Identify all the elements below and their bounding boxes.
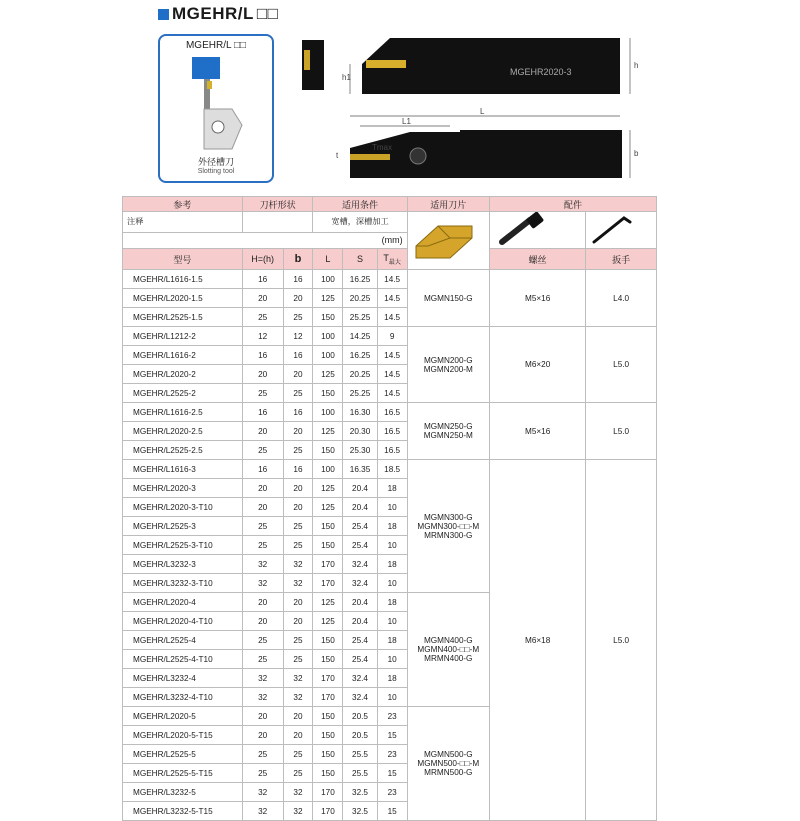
card-caption-cn: 外径槽刀 (197, 157, 234, 167)
hdr-conditions: 适用条件 (313, 197, 407, 212)
model-cell: MGEHR/L2020-4 (123, 593, 243, 612)
value-cell: 18 (377, 517, 407, 536)
model-cell: MGEHR/L2525-3-T10 (123, 536, 243, 555)
value-cell: 20 (242, 479, 283, 498)
wrench-cell: L5.0 (586, 403, 657, 460)
value-cell: 14.5 (377, 289, 407, 308)
value-cell: 32.5 (343, 802, 377, 821)
value-cell: 20 (283, 422, 313, 441)
value-cell: 25 (283, 384, 313, 403)
value-cell: 14.5 (377, 346, 407, 365)
hdr-insert: 适用刀片 (407, 197, 489, 212)
screw-icon (490, 212, 550, 248)
value-cell: 16 (242, 270, 283, 289)
wrench-cell: L5.0 (586, 460, 657, 821)
insert-code: MGMN200-G (423, 355, 473, 365)
value-cell: 32 (242, 783, 283, 802)
insert-group-cell (407, 403, 489, 460)
value-cell: 125 (313, 422, 343, 441)
screw-cell: M5×16 (489, 270, 585, 327)
value-cell: 125 (313, 498, 343, 517)
value-cell: 20.5 (343, 707, 377, 726)
value-cell: 32.4 (343, 688, 377, 707)
title-main: MGEHR/L (172, 4, 254, 23)
value-cell: 20.5 (343, 726, 377, 745)
value-cell: 25 (283, 745, 313, 764)
tool-card (158, 34, 274, 183)
value-cell: 16.30 (343, 403, 377, 422)
value-cell: 150 (313, 308, 343, 327)
card-caption (160, 157, 272, 177)
value-cell: 150 (313, 707, 343, 726)
value-cell: 25.5 (343, 745, 377, 764)
insert-group-cell (407, 593, 489, 707)
insert-code: MGMN250-M (423, 431, 473, 440)
value-cell: 16 (283, 403, 313, 422)
insert-group-cell (407, 707, 489, 821)
insert-code: MGMN500-G (423, 750, 473, 759)
value-cell: 25 (283, 631, 313, 650)
value-cell: 10 (377, 574, 407, 593)
insert-code: MGMN200-M (423, 364, 473, 374)
insert-group-cell (407, 327, 489, 403)
value-cell: 125 (313, 289, 343, 308)
value-cell: 16.35 (343, 460, 377, 479)
insert-group-cell (407, 460, 489, 593)
col-wrench: 扳手 (586, 249, 657, 270)
model-cell: MGEHR/L2525-2.5 (123, 441, 243, 460)
value-cell: 25 (283, 764, 313, 783)
value-cell: 14.5 (377, 270, 407, 289)
value-cell: 10 (377, 498, 407, 517)
value-cell: 20 (283, 707, 313, 726)
screw-cell: M6×20 (489, 327, 585, 403)
value-cell: 32.5 (343, 783, 377, 802)
value-cell: 16 (283, 460, 313, 479)
value-cell: 12 (283, 327, 313, 346)
value-cell: 32 (283, 555, 313, 574)
value-cell: 14.5 (377, 365, 407, 384)
col-L: L (313, 249, 343, 270)
value-cell: 14.5 (377, 384, 407, 403)
value-cell: 18 (377, 669, 407, 688)
value-cell: 20.4 (343, 612, 377, 631)
table-row (123, 327, 657, 346)
value-cell: 170 (313, 802, 343, 821)
value-cell: 170 (313, 688, 343, 707)
value-cell: 20.4 (343, 479, 377, 498)
value-cell: 150 (313, 726, 343, 745)
model-cell: MGEHR/L1616-2.5 (123, 403, 243, 422)
value-cell: 32 (283, 574, 313, 593)
value-cell: 10 (377, 536, 407, 555)
value-cell: 170 (313, 555, 343, 574)
value-cell: 25 (242, 517, 283, 536)
value-cell: 10 (377, 650, 407, 669)
insert-code: MGMN500-□□-M (417, 759, 480, 768)
model-cell: MGEHR/L3232-5 (123, 783, 243, 802)
value-cell: 14.25 (343, 327, 377, 346)
insert-code: MRMN400-G (424, 654, 473, 663)
value-cell: 15 (377, 726, 407, 745)
hex-wrench-icon (586, 212, 636, 248)
model-cell: MGEHR/L2525-2 (123, 384, 243, 403)
value-cell: 16 (242, 403, 283, 422)
value-cell: 170 (313, 669, 343, 688)
value-cell: 170 (313, 783, 343, 802)
value-cell: 20 (242, 365, 283, 384)
model-cell: MGEHR/L1616-2 (123, 346, 243, 365)
screw-cell: M6×18 (489, 460, 585, 821)
value-cell: 25 (242, 308, 283, 327)
wrench-cell: L5.0 (586, 327, 657, 403)
model-cell: MGEHR/L2525-4 (123, 631, 243, 650)
model-cell: MGEHR/L2020-3-T10 (123, 498, 243, 517)
value-cell: 20.4 (343, 498, 377, 517)
value-cell: 18.5 (377, 460, 407, 479)
dim-L: L (480, 107, 485, 116)
dim-h: h (634, 61, 639, 70)
value-cell: 25.30 (343, 441, 377, 460)
value-cell: 170 (313, 574, 343, 593)
model-cell: MGEHR/L2525-1.5 (123, 308, 243, 327)
insert-code: MRMN300-G (424, 530, 473, 540)
col-T (377, 249, 407, 270)
value-cell: 32 (242, 574, 283, 593)
value-cell: 20.30 (343, 422, 377, 441)
value-cell: 25.25 (343, 308, 377, 327)
value-cell: 100 (313, 403, 343, 422)
value-cell: 25 (283, 650, 313, 669)
value-cell: 20 (242, 593, 283, 612)
value-cell: 20 (283, 479, 313, 498)
value-cell: 25.25 (343, 384, 377, 403)
value-cell: 23 (377, 707, 407, 726)
value-cell: 32 (242, 555, 283, 574)
value-cell: 25 (242, 536, 283, 555)
value-cell: 100 (313, 460, 343, 479)
hdr-ref: 参考 (123, 197, 243, 212)
note-label: 注释 (123, 212, 243, 233)
value-cell: 20.25 (343, 289, 377, 308)
note-row (123, 212, 657, 233)
value-cell: 14.5 (377, 308, 407, 327)
card-caption-en: Slotting tool (197, 168, 235, 175)
value-cell: 20 (242, 726, 283, 745)
hdr-shape: 刀杆形状 (242, 197, 313, 212)
value-cell: 25 (242, 441, 283, 460)
value-cell: 20 (283, 365, 313, 384)
value-cell: 16.25 (343, 346, 377, 365)
value-cell: 32 (283, 669, 313, 688)
card-title: MGEHR/L □□ (185, 40, 247, 51)
dim-h1: h1 (342, 73, 351, 82)
model-cell: MGEHR/L1616-3 (123, 460, 243, 479)
model-cell: MGEHR/L2525-3 (123, 517, 243, 536)
value-cell: 150 (313, 441, 343, 460)
value-cell: 25 (242, 764, 283, 783)
value-cell: 20 (242, 707, 283, 726)
value-cell: 16 (242, 346, 283, 365)
value-cell: 16.25 (343, 270, 377, 289)
col-model: 型号 (123, 249, 243, 270)
value-cell: 150 (313, 650, 343, 669)
value-cell: 100 (313, 346, 343, 365)
value-cell: 20 (283, 498, 313, 517)
slotting-tool-illustration (160, 51, 272, 151)
insert-code: MGMN250-G (423, 422, 473, 431)
value-cell: 32 (283, 783, 313, 802)
model-cell: MGEHR/L2020-2 (123, 365, 243, 384)
unit-label: (mm) (123, 232, 408, 248)
value-cell: 125 (313, 479, 343, 498)
value-cell: 18 (377, 593, 407, 612)
table-row (123, 460, 657, 479)
title-square-icon (158, 9, 169, 20)
value-cell: 20.4 (343, 593, 377, 612)
value-cell: 150 (313, 745, 343, 764)
value-cell: 150 (313, 517, 343, 536)
value-cell: 16 (283, 270, 313, 289)
model-cell: MGEHR/L3232-4-T10 (123, 688, 243, 707)
value-cell: 25 (242, 745, 283, 764)
value-cell: 32 (283, 802, 313, 821)
value-cell: 23 (377, 745, 407, 764)
insert-code: MGMN300-G (423, 512, 473, 522)
title-boxes: □□ (256, 4, 279, 23)
hdr-parts: 配件 (489, 197, 656, 212)
col-T-main: T (383, 252, 389, 263)
tool-drawing (290, 28, 650, 193)
wrench-image-cell (586, 212, 657, 249)
value-cell: 25.5 (343, 764, 377, 783)
value-cell: 25.4 (343, 631, 377, 650)
value-cell: 32 (242, 802, 283, 821)
value-cell: 25 (242, 631, 283, 650)
value-cell: 20 (283, 593, 313, 612)
table-row (123, 270, 657, 289)
value-cell: 16.5 (377, 422, 407, 441)
value-cell: 150 (313, 384, 343, 403)
value-cell: 25 (283, 308, 313, 327)
value-cell: 25 (283, 517, 313, 536)
model-cell: MGEHR/L2020-5 (123, 707, 243, 726)
value-cell: 25 (283, 536, 313, 555)
header-row (123, 197, 657, 212)
value-cell: 25 (242, 384, 283, 403)
value-cell: 20 (242, 612, 283, 631)
value-cell: 16 (283, 346, 313, 365)
value-cell: 9 (377, 327, 407, 346)
dim-b: b (634, 149, 639, 158)
value-cell: 20 (242, 498, 283, 517)
value-cell: 25.4 (343, 650, 377, 669)
value-cell: 150 (313, 631, 343, 650)
model-cell: MGEHR/L2020-3 (123, 479, 243, 498)
model-cell: MGEHR/L1212-2 (123, 327, 243, 346)
value-cell: 20 (242, 422, 283, 441)
value-cell: 125 (313, 593, 343, 612)
value-cell: 125 (313, 365, 343, 384)
screw-image-cell (489, 212, 585, 249)
dim-t: t (336, 151, 339, 160)
col-S: S (343, 249, 377, 270)
value-cell: 25 (283, 441, 313, 460)
value-cell: 20.25 (343, 365, 377, 384)
model-cell: MGEHR/L2020-4-T10 (123, 612, 243, 631)
model-cell: MGEHR/L2525-5-T15 (123, 764, 243, 783)
model-cell: MGEHR/L1616-1.5 (123, 270, 243, 289)
value-cell: 10 (377, 688, 407, 707)
value-cell: 150 (313, 536, 343, 555)
value-cell: 15 (377, 764, 407, 783)
value-cell: 18 (377, 479, 407, 498)
value-cell: 20 (283, 726, 313, 745)
col-screw: 螺丝 (489, 249, 585, 270)
value-cell: 16.5 (377, 403, 407, 422)
value-cell: 15 (377, 802, 407, 821)
insert-code: MGMN150-G (423, 293, 473, 303)
value-cell: 20 (283, 612, 313, 631)
value-cell: 32.4 (343, 555, 377, 574)
value-cell: 23 (377, 783, 407, 802)
value-cell: 25 (242, 650, 283, 669)
insert-code: MGMN400-□□-M (417, 645, 480, 654)
col-b: b (283, 249, 313, 270)
value-cell: 20 (242, 289, 283, 308)
insert-image-cell (407, 212, 489, 270)
wrench-cell: L4.0 (586, 270, 657, 327)
page-title (158, 4, 278, 24)
model-cell: MGEHR/L3232-4 (123, 669, 243, 688)
value-cell: 100 (313, 270, 343, 289)
grooving-insert-icon (408, 216, 480, 266)
insert-code: MRMN500-G (424, 768, 473, 777)
value-cell: 16.5 (377, 441, 407, 460)
value-cell: 32 (242, 669, 283, 688)
value-cell: 25.4 (343, 536, 377, 555)
value-cell: 125 (313, 612, 343, 631)
value-cell: 150 (313, 764, 343, 783)
model-cell: MGEHR/L2020-5-T15 (123, 726, 243, 745)
table-row (123, 403, 657, 422)
insert-code: MGMN300-□□-M (417, 521, 480, 531)
dim-L1: L1 (402, 117, 411, 126)
value-cell: 32 (283, 688, 313, 707)
value-cell: 32.4 (343, 669, 377, 688)
value-cell: 18 (377, 555, 407, 574)
value-cell: 32 (242, 688, 283, 707)
value-cell: 20 (283, 289, 313, 308)
model-cell: MGEHR/L2525-4-T10 (123, 650, 243, 669)
col-T-sub: 最大 (388, 259, 401, 266)
value-cell: 100 (313, 327, 343, 346)
dim-Tmax: Tmax (372, 143, 392, 152)
model-cell: MGEHR/L2525-5 (123, 745, 243, 764)
column-header-row (123, 249, 657, 270)
value-cell: 12 (242, 327, 283, 346)
value-cell: 18 (377, 631, 407, 650)
value-cell: 32.4 (343, 574, 377, 593)
col-h: H=(h) (242, 249, 283, 270)
insert-code: MGMN400-G (423, 636, 473, 645)
model-cell: MGEHR/L3232-5-T15 (123, 802, 243, 821)
model-cell: MGEHR/L3232-3 (123, 555, 243, 574)
note-text: 宽槽，深槽加工 (313, 212, 407, 233)
value-cell: 16 (242, 460, 283, 479)
value-cell: 10 (377, 612, 407, 631)
model-cell: MGEHR/L3232-3-T10 (123, 574, 243, 593)
model-cell: MGEHR/L2020-2.5 (123, 422, 243, 441)
screw-cell: M5×16 (489, 403, 585, 460)
spec-table (122, 196, 657, 821)
model-cell: MGEHR/L2020-1.5 (123, 289, 243, 308)
body-text: MGEHR2020-3 (510, 67, 572, 77)
value-cell: 25.4 (343, 517, 377, 536)
insert-group-cell (407, 270, 489, 327)
